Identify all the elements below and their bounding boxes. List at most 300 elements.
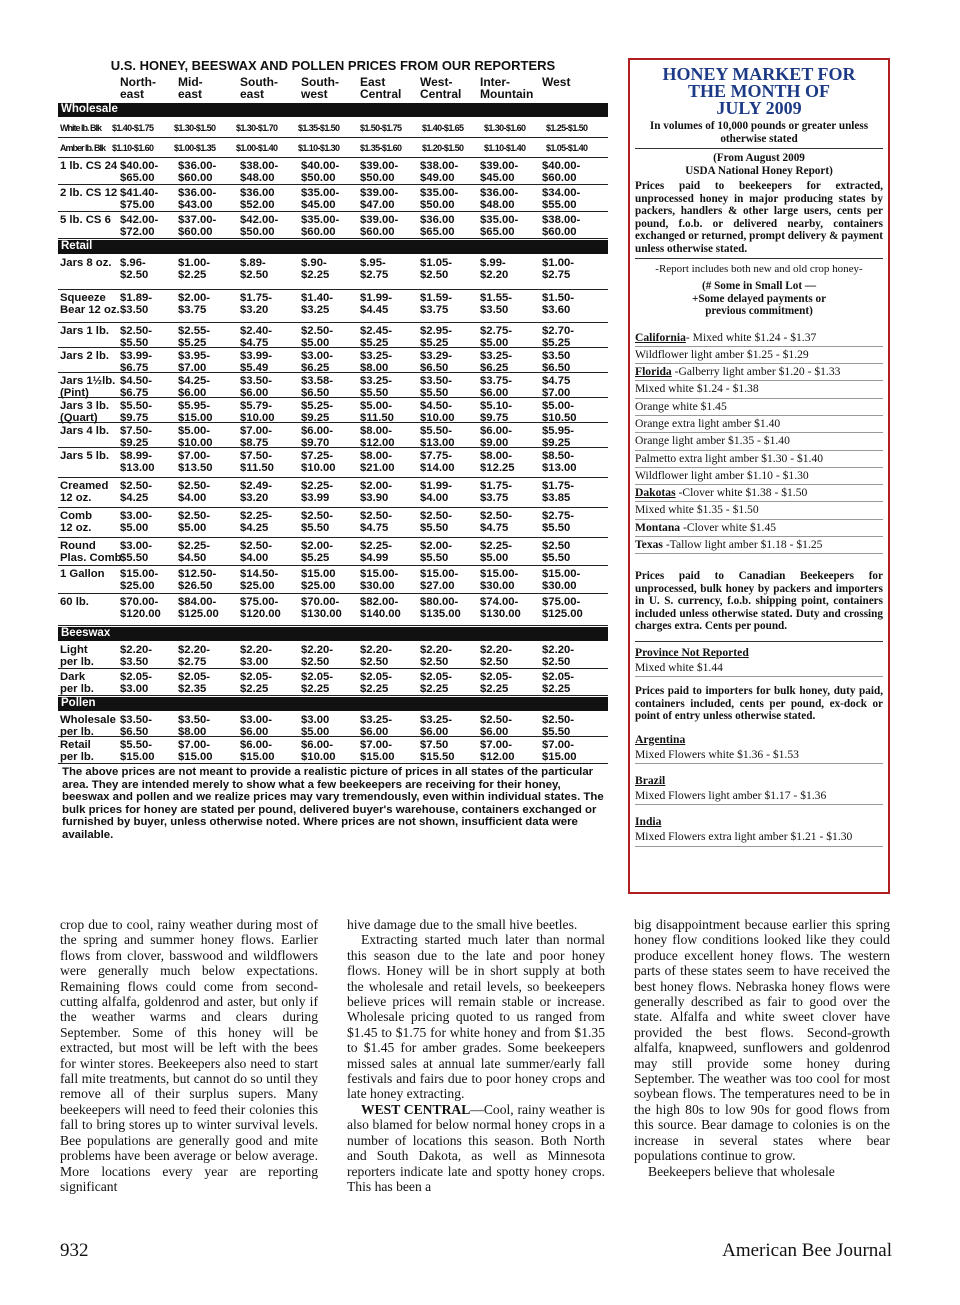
price-cell: $1.20-$1.50 — [422, 143, 464, 153]
column-2-para-3 — [347, 1102, 605, 1194]
price-text: Orange extra light amber $1.40 — [635, 416, 781, 430]
state-name: Texas — [635, 538, 663, 552]
price-cell: $2.20- $2.50 — [420, 644, 453, 668]
price-cell: $70.00- $120.00 — [120, 596, 161, 620]
price-cell: $3.50- $8.00 — [178, 714, 211, 738]
price-cell: $.95- $2.75 — [360, 257, 389, 281]
row-label: Wholesale per lb. — [60, 714, 116, 738]
price-cell: $39.00- $45.00 — [480, 160, 519, 184]
price-cell: $3.00- $5.00 — [120, 510, 153, 534]
price-cell: $6.00- $9.70 — [301, 425, 334, 449]
price-cell: $2.49- $3.20 — [240, 480, 273, 504]
price-cell: $2.70- $5.25 — [542, 325, 575, 349]
column-header: South- west — [301, 75, 339, 101]
row-label: 1 lb. CS 24 — [60, 160, 118, 172]
table-row — [58, 398, 608, 423]
price-line — [635, 520, 883, 537]
row-label: Jars 5 lb. — [60, 450, 109, 462]
price-cell: $5.50- $9.75 — [120, 400, 153, 424]
price-cell: $1.55- $3.50 — [480, 292, 513, 316]
price-cell: $35.00- $50.00 — [420, 187, 459, 211]
table-row — [58, 594, 608, 626]
price-cell: $15.00 $25.00 — [301, 568, 336, 592]
price-cell: $3.25- $6.00 — [360, 714, 393, 738]
journal-name: American Bee Journal — [722, 1240, 892, 1261]
source-note: (From August 2009 USDA National Honey Report) — [685, 152, 833, 177]
state-name: Montana — [635, 520, 681, 534]
price-cell: $5.10- $9.75 — [480, 400, 513, 424]
price-cell: $7.00- $12.00 — [480, 739, 515, 763]
country-name: India — [635, 815, 662, 829]
price-text: Orange light amber $1.35 - $1.40 — [635, 434, 790, 448]
table-row — [58, 538, 608, 566]
price-cell: $2.75- $5.50 — [542, 510, 575, 534]
price-cell: $15.00- $25.00 — [120, 568, 159, 592]
price-cell: $1.30-$1.60 — [484, 123, 526, 133]
price-line — [635, 347, 883, 364]
price-cell: $1.10-$1.30 — [298, 143, 340, 153]
price-cell: $7.00- $8.75 — [240, 425, 273, 449]
section-header: Pollen — [58, 697, 608, 711]
row-label: Round Plas. Comb — [60, 540, 122, 564]
price-cell: $3.00- $6.00 — [240, 714, 273, 738]
price-cell: $1.75- $3.20 — [240, 292, 273, 316]
price-cell: $5.79- $10.00 — [240, 400, 275, 424]
row-label: Jars 4 lb. — [60, 425, 109, 437]
price-cell: $1.00-$1.35 — [174, 143, 216, 153]
price-cell: $40.00- $65.00 — [120, 160, 159, 184]
table-title: U.S. HONEY, BEESWAX AND POLLEN PRICES FROM OUR REPORTERS — [110, 58, 556, 73]
price-cell: $2.20- $3.50 — [120, 644, 153, 668]
us-price-lines — [635, 330, 883, 555]
price-line — [635, 364, 883, 381]
price-cell: $1.35-$1.60 — [360, 143, 402, 153]
price-cell: $3.50- $6.00 — [240, 375, 273, 399]
price-cell: $42.00- $72.00 — [120, 214, 159, 238]
table-row — [58, 138, 608, 158]
price-cell: $2.50- $4.75 — [480, 510, 513, 534]
state-name: Florida — [635, 365, 672, 379]
price-cell: $1.30-$1.70 — [236, 123, 278, 133]
table-row — [58, 158, 608, 185]
price-cell: $39.00- $60.00 — [360, 214, 399, 238]
price-cell: $42.00- $50.00 — [240, 214, 279, 238]
price-cell: $5.50- $13.00 — [420, 425, 455, 449]
price-cell: $3.00- $5.50 — [120, 540, 153, 564]
price-cell: $75.00- $125.00 — [542, 596, 583, 620]
price-cell: $2.50- $4.00 — [240, 540, 273, 564]
column-3-para-1: big disappointment because earlier this spring honey flow conditions looked like they could produce excellent honey flows. The western parts of these states seem to have received the best honey flows. Nebraska honey flows were generally described as fair to good over the state. Alfalfa and white sweet clover have provided the best flows. Second-growth alfalfa, knapweed, sunflowers and goldenrod may still provide some honey during September. The weather was too cool for most soybean flows. The temperatures need to be in the high 80s to low 90s for good flows from this source. Bear damage to colonies is on the increase in several states where bear populations continue to grow. — [634, 917, 890, 1164]
price-cell: $2.45- $5.25 — [360, 325, 393, 349]
price-cell: $35.00- $60.00 — [301, 214, 340, 238]
price-cell: $1.50- $3.60 — [542, 292, 575, 316]
price-cell: $2.05- $3.00 — [120, 671, 153, 695]
price-cell: $2.20- $3.00 — [240, 644, 273, 668]
table-body — [58, 103, 608, 764]
price-cell: $3.50- $6.50 — [120, 714, 153, 738]
price-cell: $3.25- $6.00 — [420, 714, 453, 738]
canada-head: Province Not Reported — [635, 645, 749, 659]
import-price-line: Mixed Flowers light amber $1.17 - $1.36 — [635, 788, 883, 805]
price-cell: $1.05-$1.40 — [546, 143, 588, 153]
price-cell: $2.25- $4.99 — [360, 540, 393, 564]
canada-line: Mixed white $1.44 — [635, 660, 883, 677]
price-cell: $36.00 $65.00 — [420, 214, 455, 238]
row-label: Jars 2 lb. — [60, 350, 109, 362]
price-cell: $1.59- $3.75 — [420, 292, 453, 316]
price-line — [635, 502, 883, 519]
table-row — [58, 737, 608, 764]
price-cell: $3.99- $6.75 — [120, 350, 153, 374]
price-cell: $34.00- $55.00 — [542, 187, 581, 211]
price-cell: $1.35-$1.50 — [298, 123, 340, 133]
row-label: 1 Gallon — [60, 568, 105, 580]
price-cell: $35.00- $65.00 — [480, 214, 519, 238]
price-cell: $2.25- $3.99 — [301, 480, 334, 504]
column-header: West — [542, 75, 571, 89]
price-line — [635, 399, 883, 416]
price-text: -Clover white $1.38 - $1.50 — [675, 486, 808, 500]
table-row — [58, 212, 608, 239]
row-label: Creamed 12 oz. — [60, 480, 109, 504]
price-cell: $1.25-$1.50 — [546, 123, 588, 133]
price-cell: $84.00- $125.00 — [178, 596, 219, 620]
price-cell: $36.00- $48.00 — [480, 187, 519, 211]
state-name: Dakotas — [635, 486, 676, 500]
price-cell: $3.25- $6.25 — [480, 350, 513, 374]
price-cell: $7.00- $15.00 — [542, 739, 577, 763]
price-cell: $4.50- $6.75 — [120, 375, 153, 399]
price-cell: $1.75- $3.75 — [480, 480, 513, 504]
price-cell: $8.00- $12.00 — [360, 425, 395, 449]
price-cell: $1.40-$1.65 — [422, 123, 464, 133]
price-cell: $4.25- $6.00 — [178, 375, 211, 399]
price-line — [635, 485, 883, 502]
table-row — [58, 348, 608, 373]
row-label: Dark per lb. — [60, 671, 94, 695]
row-label: Jars 1 lb. — [60, 325, 109, 337]
price-cell: $36.00 $52.00 — [240, 187, 275, 211]
price-cell: $39.00- $47.00 — [360, 187, 399, 211]
price-cell: $.89- $2.50 — [240, 257, 269, 281]
price-cell: $3.25- $5.50 — [360, 375, 393, 399]
price-cell: $1.40- $3.25 — [301, 292, 334, 316]
section-header: Wholesale — [58, 103, 608, 117]
price-cell: $2.50- $5.00 — [178, 510, 211, 534]
price-line — [635, 451, 883, 468]
price-cell: $3.50 $6.50 — [542, 350, 571, 374]
import-price-line: Mixed Flowers white $1.36 - $1.53 — [635, 747, 883, 764]
price-line — [635, 537, 883, 554]
price-cell: $2.20- $2.50 — [542, 644, 575, 668]
price-cell: $7.00- $13.50 — [178, 450, 213, 474]
price-cell: $2.25- $4.25 — [240, 510, 273, 534]
price-cell: $1.99- $4.45 — [360, 292, 393, 316]
price-cell: $40.00- $50.00 — [301, 160, 340, 184]
row-label: Jars 3 lb. (Quart) — [60, 400, 109, 424]
price-cell: $38.00- $48.00 — [240, 160, 279, 184]
column-header: South- east — [240, 75, 278, 101]
price-cell: $2.05- $2.25 — [420, 671, 453, 695]
table-row — [58, 373, 608, 398]
price-cell: $7.50- $11.50 — [240, 450, 274, 474]
price-cell: $3.75- $6.00 — [480, 375, 513, 399]
column-2-para-1: hive damage due to the small hive beetles. — [347, 917, 578, 932]
price-cell: $2.50- $4.25 — [120, 480, 153, 504]
price-cell: $2.50- $4.00 — [178, 480, 211, 504]
price-cell: $6.00- $9.00 — [480, 425, 513, 449]
price-text: -Clover white $1.45 — [680, 520, 777, 534]
price-cell: $38.00- $49.00 — [420, 160, 459, 184]
price-cell: $1.10-$1.40 — [484, 143, 526, 153]
column-header: East Central — [360, 75, 402, 101]
column-2-para-3-text: —Cool, rainy weather is also blamed for below normal honey crops in a number of locations this season. Both North and South Dakota, as well as Minnesota reporters indicate late and spotty honey crops. This has been a — [347, 1101, 605, 1194]
price-cell: $2.25- $5.00 — [480, 540, 513, 564]
price-cell: $5.00- $10.00 — [178, 425, 213, 449]
country-name: Brazil — [635, 773, 666, 787]
price-cell: $3.58- $6.50 — [301, 375, 334, 399]
price-line — [635, 468, 883, 485]
price-cell: $8.99- $13.00 — [120, 450, 155, 474]
price-text: Mixed white $1.35 - $1.50 — [635, 503, 759, 517]
canada-paragraph: Prices paid to Canadian Beekeepers for unprocessed, bulk honey by packers and importers in U. S. currency, f.o.b. shipping point, containers included unless otherwise stated. Duty and crossing charges extra. Cents per pound. — [635, 570, 883, 633]
price-cell: $5.00- $10.50 — [542, 400, 577, 424]
price-cell: $3.50- $5.50 — [420, 375, 453, 399]
price-cell: $82.00- $140.00 — [360, 596, 401, 620]
price-cell: $12.50- $26.50 — [178, 568, 217, 592]
column-header: Mid- east — [178, 75, 203, 101]
price-cell: $2.50- $5.50 — [420, 510, 453, 534]
price-cell: $1.00-$1.40 — [236, 143, 278, 153]
price-cell: $1.89- $3.50 — [120, 292, 153, 316]
price-cell: $2.50- $5.00 — [301, 325, 334, 349]
table-row — [58, 423, 608, 448]
table-row — [58, 508, 608, 538]
price-cell: $6.00- $10.00 — [301, 739, 336, 763]
table-row — [58, 478, 608, 508]
price-cell: $1.99- $4.00 — [420, 480, 453, 504]
price-cell: $1.10-$1.60 — [112, 143, 154, 153]
price-cell: $7.25- $10.00 — [301, 450, 336, 474]
price-line — [635, 416, 883, 433]
price-cell: $3.95- $7.00 — [178, 350, 211, 374]
page-number: 932 — [60, 1240, 89, 1261]
price-cell: $2.05- $2.25 — [480, 671, 513, 695]
us-paragraph: Prices paid to beekeepers for extracted, unprocessed honey in major producing states by packers, handlers & other large users, cents per pound, f.o.b. or delivered nearby, containers exchanged or returned, prompt delivery & payment unless otherwise stated. — [635, 180, 883, 255]
price-cell: $2.55- $5.25 — [178, 325, 211, 349]
column-header: North- east — [120, 75, 156, 101]
section-header: Retail — [58, 240, 608, 254]
table-row — [58, 323, 608, 348]
price-cell: $3.25- $8.00 — [360, 350, 393, 374]
price-cell: $.96- $2.50 — [120, 257, 149, 281]
table-row — [58, 642, 608, 669]
price-cell: $2.05- $2.25 — [301, 671, 334, 695]
price-cell: $4.50- $10.00 — [420, 400, 455, 424]
price-cell: $70.00- $130.00 — [301, 596, 342, 620]
row-label: 2 lb. CS 12 — [60, 187, 118, 199]
price-cell: $2.50- $5.50 — [120, 325, 153, 349]
price-cell: $6.00- $15.00 — [240, 739, 275, 763]
volume-note: In volumes of 10,000 pounds or greater unless otherwise stated — [649, 120, 869, 145]
price-cell: $2.00- $5.25 — [301, 540, 334, 564]
price-cell: $5.00- $11.50 — [360, 400, 394, 424]
price-text: Wildflower light amber $1.25 - $1.29 — [635, 347, 809, 361]
row-label: Comb 12 oz. — [60, 510, 93, 534]
price-cell: $5.25- $9.25 — [301, 400, 334, 424]
price-cell: $7.00- $15.00 — [360, 739, 395, 763]
row-label: 5 lb. CS 6 — [60, 214, 111, 226]
price-cell: $2.95- $5.25 — [420, 325, 453, 349]
price-cell: $14.50- $25.00 — [240, 568, 279, 592]
column-header: West- Central — [420, 75, 462, 101]
price-cell: $2.00- $5.50 — [420, 540, 453, 564]
price-cell: $40.00- $60.00 — [542, 160, 581, 184]
price-text: Orange white $1.45 — [635, 399, 727, 413]
import-lines — [635, 733, 883, 847]
price-cell: $15.00- $27.00 — [420, 568, 459, 592]
price-cell: $8.00- $21.00 — [360, 450, 395, 474]
state-name: California — [635, 330, 686, 344]
price-cell: $36.00- $43.00 — [178, 187, 217, 211]
price-cell: $2.00- $3.75 — [178, 292, 211, 316]
price-cell: $2.05- $2.25 — [240, 671, 273, 695]
price-cell: $2.05- $2.25 — [542, 671, 575, 695]
price-cell: $15.00- $30.00 — [360, 568, 399, 592]
price-cell: $37.00- $60.00 — [178, 214, 217, 238]
price-cell: $2.05- $2.35 — [178, 671, 211, 695]
price-text: - Mixed white $1.24 - $1.37 — [685, 330, 817, 344]
price-cell: $2.50 $5.50 — [542, 540, 571, 564]
price-cell: $.90- $2.25 — [301, 257, 330, 281]
table-row — [58, 185, 608, 212]
row-label: Light per lb. — [60, 644, 94, 668]
row-label: Retail per lb. — [60, 739, 94, 763]
column-2-para-2: Extracting started much later than normal this season due to the late and poor honey flows. Honey will be in short supply at both the wholesale and retail levels, so beekeepers believe prices will remain stable or increase. Wholesale pricing quoted to us ranged from $1.45 to $1.75 for white honey and from $1.35 to $1.45 for amber grades. Some beekeepers missed sales at annual late summer/early fall festivals and fairs due to poor honey crops and late honey extracting. — [347, 932, 605, 1102]
price-cell: $7.50 $15.50 — [420, 739, 455, 763]
price-text: -Tallow light amber $1.18 - $1.25 — [662, 538, 823, 552]
report-note: -Report includes both new and old crop honey- — [655, 263, 863, 275]
price-cell: $2.20- $2.50 — [301, 644, 334, 668]
table-row — [58, 118, 608, 138]
row-label: Amber lb. Blk — [60, 143, 106, 153]
row-label: Squeeze Bear 12 oz. — [60, 292, 120, 316]
table-row — [58, 255, 608, 290]
price-cell: $4.75 $7.00 — [542, 375, 571, 399]
row-label: Jars 1½lb. (Pint) — [60, 375, 116, 399]
text-column-1 — [60, 917, 318, 1194]
table-row — [58, 566, 608, 594]
price-cell: $2.20- $2.75 — [178, 644, 211, 668]
text-column-3 — [634, 917, 890, 1179]
price-cell: $2.20- $2.50 — [480, 644, 513, 668]
price-cell: $2.50- $5.50 — [301, 510, 334, 534]
table-note: The above prices are not meant to provide a realistic picture of prices in all states of the particular area. They are intended merely to show what a few beekeepers are receiving for their honey, beeswax and pollen and we realize prices may vary tremendously, even within individual states. The bulk prices for honey are stated per pound, delivered buyer's warehouse, containers exchanged or furnished by buyer, unless otherwise noted. Where prices are not shown, insufficient data were available. — [62, 766, 604, 841]
text-column-2 — [347, 917, 605, 1194]
price-cell: $3.29- $6.50 — [420, 350, 453, 374]
price-line — [635, 433, 883, 450]
price-line — [635, 381, 883, 398]
column-header: Inter- Mountain — [480, 75, 534, 101]
price-cell: $2.25- $4.50 — [178, 540, 211, 564]
price-cell: $7.00- $15.00 — [178, 739, 213, 763]
price-cell: $7.50- $9.25 — [120, 425, 153, 449]
region-heading: WEST CENTRAL — [361, 1101, 471, 1117]
row-label: White lb. Blk — [60, 123, 101, 133]
legend: (# Some in Small Lot — +Some delayed payments or previous commitment) — [691, 280, 827, 317]
table-row — [58, 448, 608, 478]
price-cell: $5.95- $9.25 — [542, 425, 575, 449]
price-cell: $1.30-$1.50 — [174, 123, 216, 133]
import-paragraph: Prices paid to importers for bulk honey, duty paid, containers included, cents per pound, ex-dock or point of entry unless otherwise stated. — [635, 685, 883, 723]
section-header: Beeswax — [58, 627, 608, 641]
price-cell: $39.00- $50.00 — [360, 160, 399, 184]
price-text: Mixed white $1.24 - $1.38 — [635, 382, 759, 396]
table-row — [58, 669, 608, 696]
table-row — [58, 290, 608, 323]
row-label: 60 lb. — [60, 596, 89, 608]
price-cell: $7.75- $14.00 — [420, 450, 455, 474]
price-cell: $15.00- $30.00 — [542, 568, 581, 592]
import-price-line: Mixed Flowers extra light amber $1.21 - $1.30 — [635, 829, 883, 846]
price-cell: $1.00- $2.75 — [542, 257, 575, 281]
price-cell: $15.00- $30.00 — [480, 568, 519, 592]
column-headers — [58, 74, 608, 102]
price-cell: $38.00- $60.00 — [542, 214, 581, 238]
price-cell: $5.95- $15.00 — [178, 400, 213, 424]
price-cell: $2.50- $4.75 — [360, 510, 393, 534]
price-cell: $3.00 $5.00 — [301, 714, 330, 738]
price-text: Wildflower light amber $1.10 - $1.30 — [635, 468, 809, 482]
price-cell: $5.50- $15.00 — [120, 739, 155, 763]
price-table — [58, 58, 608, 841]
price-cell: $1.75- $3.85 — [542, 480, 575, 504]
price-cell: $1.05- $2.50 — [420, 257, 453, 281]
price-cell: $2.50- $5.50 — [542, 714, 575, 738]
country-name: Argentina — [635, 732, 686, 746]
price-cell: $3.00- $6.25 — [301, 350, 334, 374]
price-cell: $2.05- $2.25 — [360, 671, 393, 695]
price-line — [635, 330, 883, 347]
price-cell: $80.00- $135.00 — [420, 596, 461, 620]
price-cell: $2.40- $4.75 — [240, 325, 273, 349]
column-3-para-2: Beekeepers believe that wholesale — [648, 1163, 835, 1179]
table-row — [58, 712, 608, 737]
price-cell: $75.00- $120.00 — [240, 596, 281, 620]
row-label: Jars 8 oz. — [60, 257, 112, 269]
price-cell: $35.00- $45.00 — [301, 187, 340, 211]
price-cell: $8.50- $13.00 — [542, 450, 577, 474]
column-1-text: crop due to cool, rainy weather during most of the spring and summer honey flows. Earlier flows from clover, basswood and wildflowers were generally much below expectations. Remaining flows could come from second-cutting alfalfa, goldenrod and aster, but only if the weather warms and clears during September. Some of this honey will be extracted, but most will be left with the bees for winter stores. Beekeepers also need to start fall mite treatments, but cannot do so until they remove all of their surplus supers. Many beekeepers will need to feed their colonies this fall to bring stores up to winter survival levels. Bee populations are generally good and mite problems have been average or below average. More locations every year are reporting significant — [60, 917, 318, 1194]
honey-market-sidebar — [628, 58, 890, 894]
price-cell: $74.00- $130.00 — [480, 596, 521, 620]
price-text: -Galberry light amber $1.20 - $1.33 — [671, 365, 841, 379]
price-cell: $1.40-$1.75 — [112, 123, 154, 133]
sidebar-title: HONEY MARKET FOR THE MONTH OF JULY 2009 — [662, 64, 856, 118]
price-cell: $41.40- $75.00 — [120, 187, 159, 211]
price-cell: $36.00- $60.00 — [178, 160, 217, 184]
price-cell: $1.00- $2.25 — [178, 257, 211, 281]
price-cell: $.99- $2.20 — [480, 257, 509, 281]
price-cell: $2.75- $5.00 — [480, 325, 513, 349]
price-text: Palmetto extra light amber $1.30 - $1.40 — [635, 451, 824, 465]
price-cell: $3.99- $5.49 — [240, 350, 273, 374]
price-cell: $2.50- $6.00 — [480, 714, 513, 738]
price-cell: $2.20- $2.50 — [360, 644, 393, 668]
price-cell: $1.50-$1.75 — [360, 123, 402, 133]
price-cell: $2.00- $3.90 — [360, 480, 393, 504]
price-cell: $8.00- $12.25 — [480, 450, 515, 474]
